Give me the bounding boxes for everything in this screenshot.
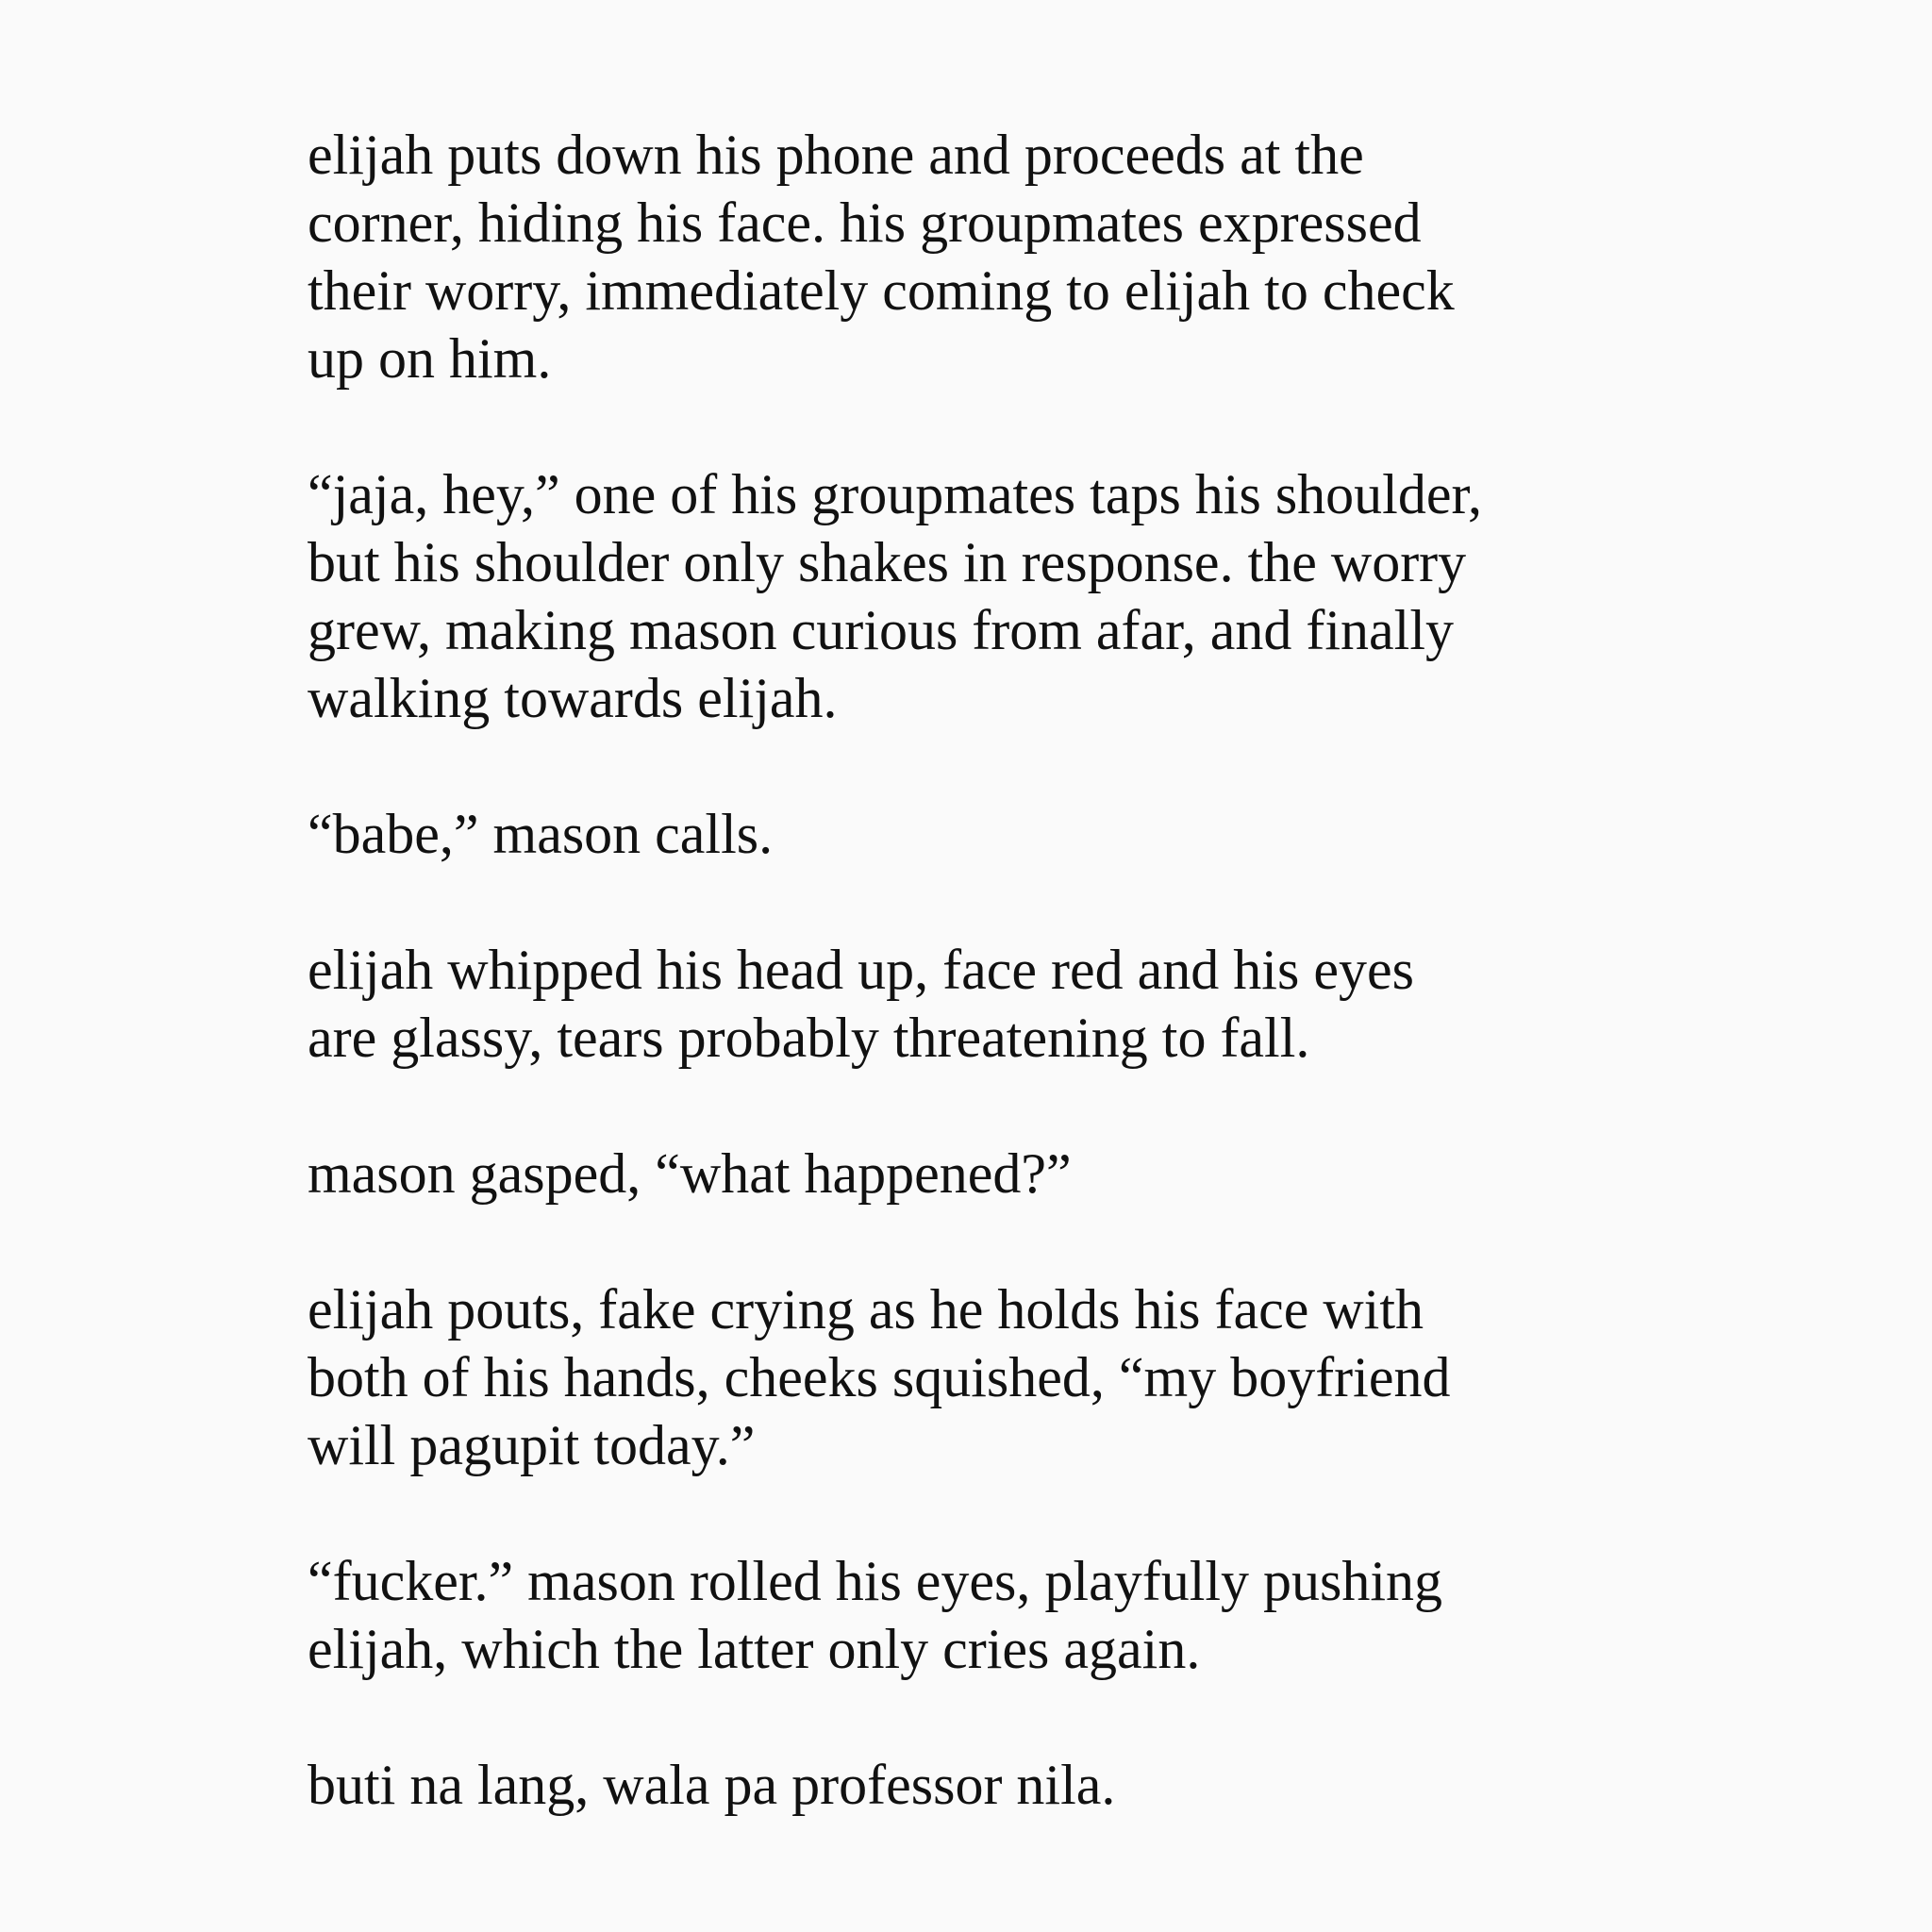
paragraph-5: mason gasped, “what happened?” — [308, 1142, 1072, 1205]
paragraph-1: elijah puts down his phone and proceeds at the corner, hiding his face. his groupmates expressed their worry, immediately coming to elijah to check up on him. — [308, 124, 1455, 390]
paragraph-6: elijah pouts, fake crying as he holds his face with both of his hands, cheeks squished, “my boyfriend will pagupit today.” — [308, 1278, 1451, 1476]
paragraph-7: “fucker.” mason rolled his eyes, playfully pushing elijah, which the latter only cries again. — [308, 1550, 1443, 1680]
paragraph-2: “jaja, hey,” one of his groupmates taps his shoulder, but his shoulder only shakes in response. the worry grew, making mason curious from afar, and finally walking towards elijah. — [308, 463, 1483, 729]
paragraph-3: “babe,” mason calls. — [308, 803, 774, 865]
paragraph-8: buti na lang, wala pa professor nila. — [308, 1754, 1116, 1816]
story-text-block — [308, 121, 1657, 1819]
paragraph-4: elijah whipped his head up, face red and his eyes are glassy, tears probably threatening to fall. — [308, 939, 1414, 1069]
